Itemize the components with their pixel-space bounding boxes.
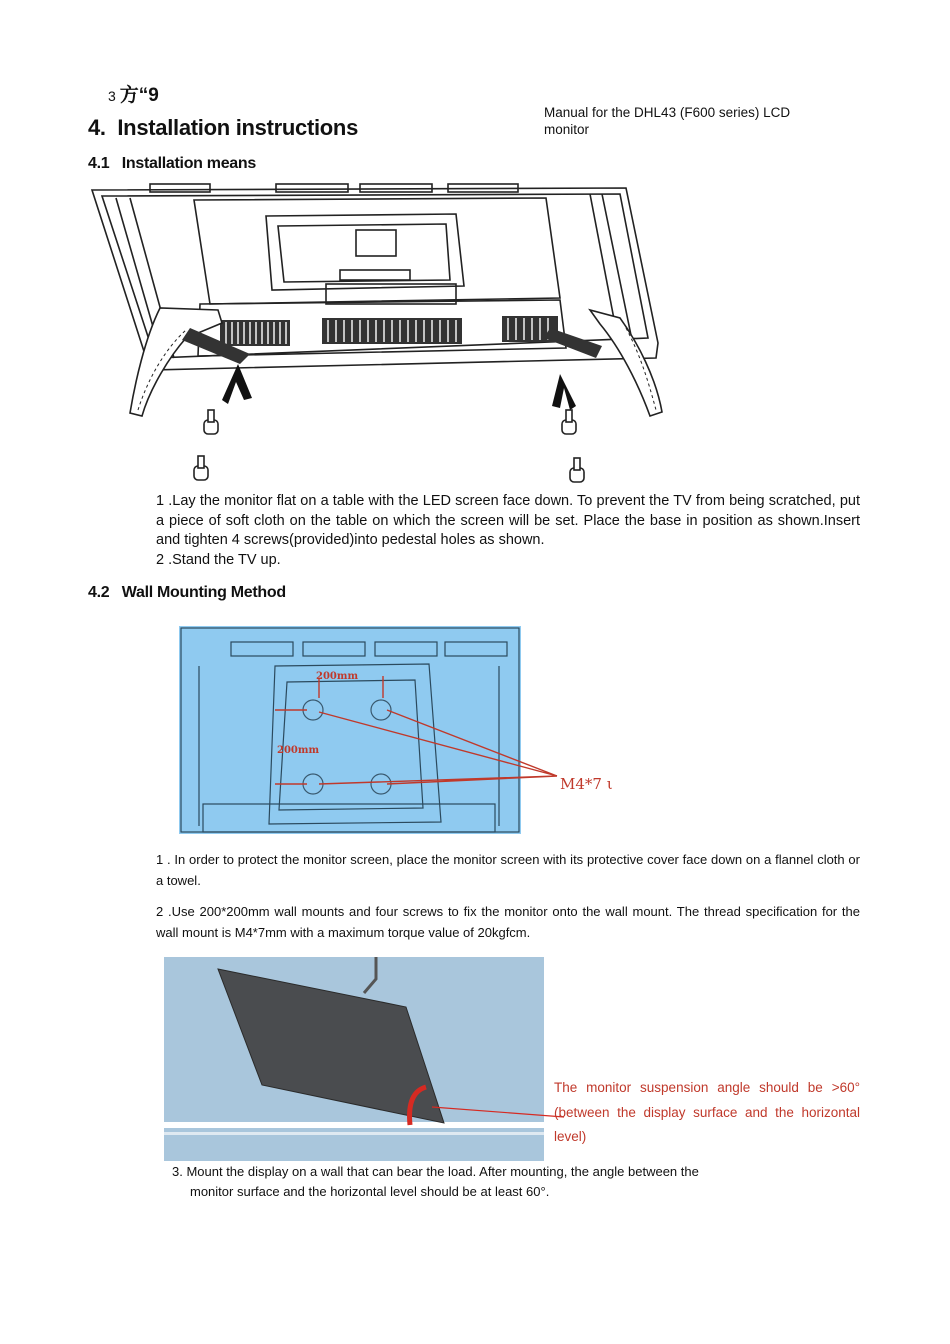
wall-mount-step-3-line-1: 3. Mount the display on a wall that can bear the load. After mounting, the angle between the	[172, 1164, 699, 1179]
screw-spec-label: M4*7 ι	[560, 775, 613, 793]
manual-note: Manual for the DHL43 (F600 series) LCD monitor	[544, 105, 791, 137]
installation-step-2: 2 .Stand the TV up.	[156, 552, 281, 568]
stand-installation-diagram	[90, 178, 670, 488]
angle-caption: The monitor suspension angle should be >60° (between the display surface and the horizontal level)	[554, 1080, 860, 1144]
wall-mount-step-2: 2 .Use 200*200mm wall mounts and four screws to fix the monitor onto the wall mount. The thread specification for the wall mount is M4*7mm with a maximum torque value of 20kgfcm.	[156, 904, 860, 940]
vesa-diagram-lines	[179, 626, 649, 836]
dimension-horizontal: 200mm	[316, 671, 359, 682]
dimension-vertical: 200mm	[277, 745, 320, 756]
angle-scene-drawing	[164, 957, 564, 1163]
subsection-heading-installation: 4.1 Installation means	[88, 155, 256, 172]
subsection-heading-wall-mount: 4.2 Wall Mounting Method	[88, 584, 286, 601]
installation-step-1: 1 .Lay the monitor flat on a table with the LED screen face down. To prevent the TV from being scratched, put a piece of soft cloth on the table on which the screen will be set. Place the base in position as shown.Insert and tighten 4 screws(provided)into pedestal holes as shown.	[156, 493, 860, 548]
section-heading: 4. Installation instructions	[88, 115, 359, 140]
wall-mount-step-1: 1 . In order to protect the monitor screen, place the monitor screen with its protective cover face down on a flannel cloth or a towel.	[156, 852, 860, 888]
wall-mount-step-3	[172, 1162, 812, 1201]
page-number: 3 方“9	[108, 85, 159, 106]
wall-mount-step-3-line-2: monitor surface and the horizontal level should be at least 60°.	[190, 1183, 550, 1199]
